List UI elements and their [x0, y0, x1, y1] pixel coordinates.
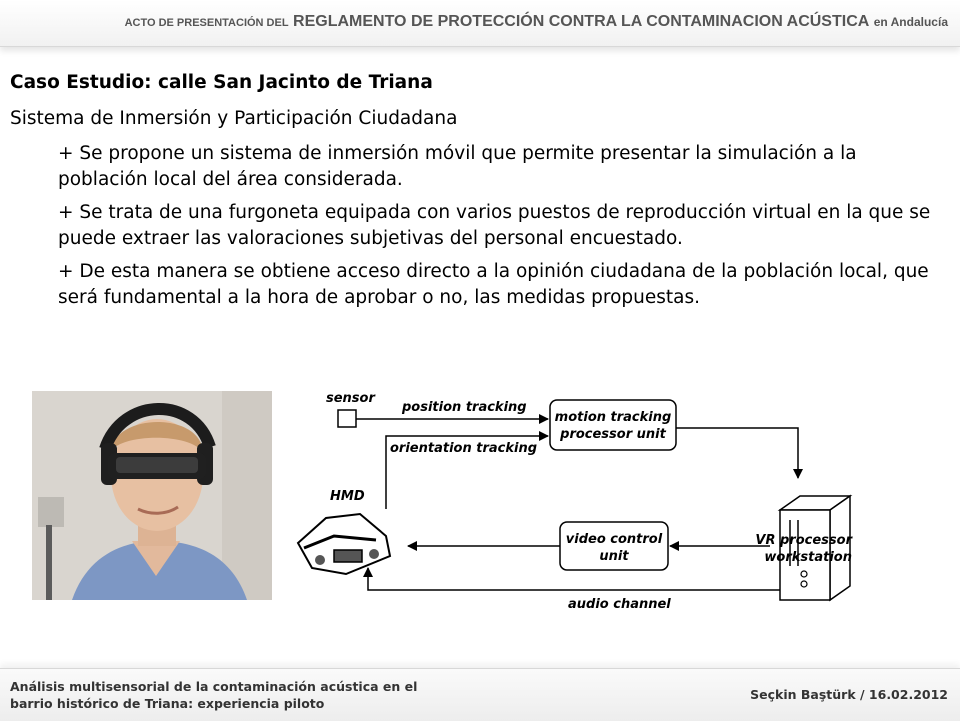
motion-tracking-unit-box	[550, 400, 676, 450]
slide-content	[10, 68, 940, 311]
audio-channel-arrow	[368, 568, 798, 590]
footer-project-title: Análisis multisensorial de la contaminación acústica en el barrio histórico de Triana: experiencia piloto	[10, 679, 418, 711]
header-suffix: en Andalucía	[873, 15, 948, 29]
sensor-label: sensor	[326, 391, 375, 406]
header-small-prefix: ACTO DE PRESENTACIÓN DEL	[124, 17, 289, 29]
case-study-title: Caso Estudio: calle San Jacinto de Triana	[10, 72, 433, 93]
vr-processor-line1: VR processor	[755, 533, 852, 548]
bullet-item: + Se propone un sistema de inmersión móvil que permite presentar la simulación a la población local del área considerada.	[58, 143, 857, 190]
hmd-user-photo	[32, 391, 272, 600]
footer-author-date: Seçkin Baştürk / 16.02.2012	[750, 687, 948, 702]
video-unit-line2: unit	[599, 549, 629, 564]
bullet-list	[10, 141, 940, 311]
hmd-label: HMD	[330, 489, 365, 504]
orientation-tracking-label: orientation tracking	[390, 441, 538, 456]
sensor-box	[338, 410, 356, 427]
slide-header-bar	[0, 0, 960, 47]
bullet-item: + De esta manera se obtiene acceso directo a la opinión ciudadana de la población local, que será fundamental a la hora de aprobar o no, las medidas propuestas.	[58, 261, 929, 308]
hmd-headset-icon	[298, 514, 390, 574]
video-unit-line1: video control	[565, 532, 663, 547]
motion-unit-line1: motion tracking	[554, 410, 672, 425]
vr-system-diagram	[290, 378, 870, 618]
motion-to-workstation-arrow	[676, 428, 798, 478]
position-tracking-label: position tracking	[402, 400, 527, 415]
slide-header-title	[125, 13, 948, 31]
motion-unit-line2: processor unit	[560, 427, 666, 442]
person-with-headset-image	[32, 391, 272, 600]
vr-processor-line2: workstation	[764, 550, 852, 565]
slide-footer	[0, 668, 960, 721]
section-title: Sistema de Inmersión y Participación Ciudadana	[10, 108, 458, 129]
bullet-item: + Se trata de una furgoneta equipada con varios puestos de reproducción virtual en la que se puede extraer las valoraciones subjetivas del personal encuestado.	[58, 202, 931, 249]
vr-workstation-icon	[780, 496, 850, 600]
header-main-title: REGLAMENTO DE PROTECCIÓN CONTRA LA CONTAMINACION ACÚSTICA	[293, 13, 870, 30]
audio-channel-label: audio channel	[568, 597, 671, 612]
